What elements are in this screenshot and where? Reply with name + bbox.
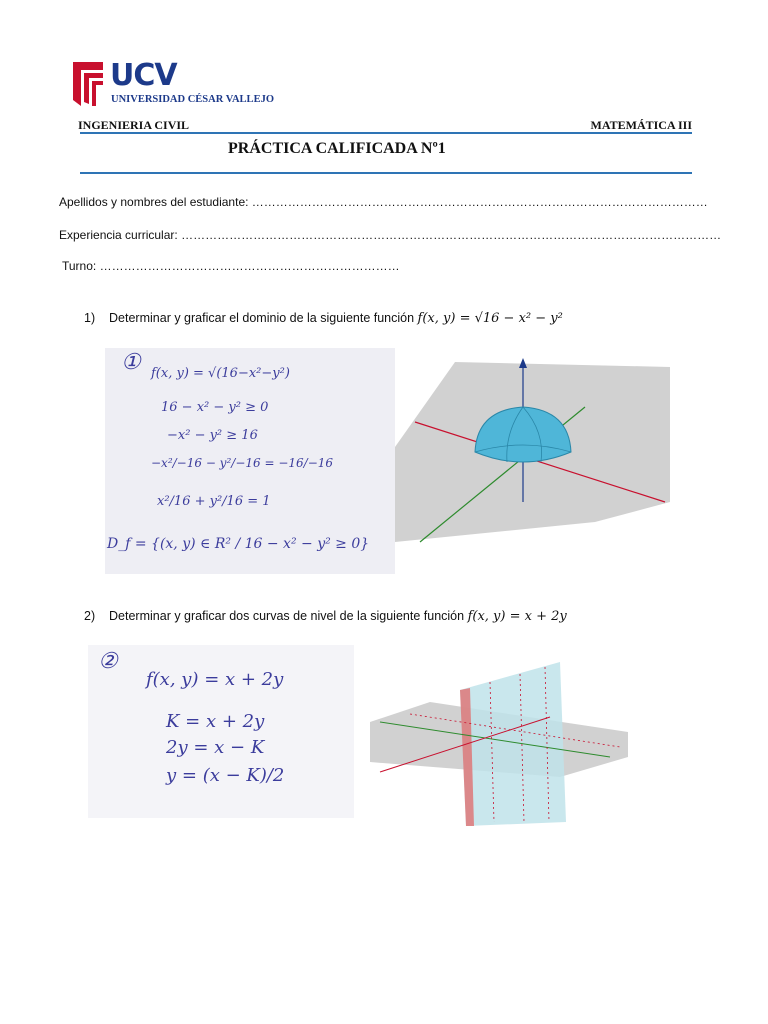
field-dots: ………………………………………………………………………………………………………………………: [181, 228, 722, 242]
question-text: Determinar y graficar dos curvas de nivel de la siguiente función: [109, 609, 465, 623]
hand-line: x²/16 + y²/16 = 1: [157, 494, 271, 509]
student-name-field: [59, 195, 708, 209]
header-rule-top: [80, 132, 692, 134]
field-label: Turno:: [62, 259, 97, 273]
hand-line: f(x, y) = √(16−x²−y²): [151, 366, 290, 381]
hand-line: f(x, y) = x + 2y: [146, 669, 284, 690]
question-1: [84, 311, 563, 326]
ucv-logo-icon: [71, 60, 105, 108]
header-career: INGENIERIA CIVIL: [78, 118, 190, 132]
hand-line: ①: [121, 350, 141, 375]
question-2: [84, 609, 567, 624]
level-curves-graph-svg: [370, 662, 628, 826]
field-label: Apellidos y nombres del estudiante:: [59, 195, 249, 209]
shift-field: [62, 259, 400, 273]
logo-subtitle: UNIVERSIDAD CÉSAR VALLEJO: [111, 94, 274, 105]
question-formula: f(x, y) = √16 − x² − y²: [417, 311, 563, 326]
hand-line: ②: [98, 649, 118, 674]
field-dots: ……………………………………………………………………………………………………: [251, 195, 708, 209]
curricular-field: [59, 228, 721, 242]
handwritten-solution-2: [88, 645, 354, 818]
question-number: 2): [84, 609, 96, 623]
hand-line: K = x + 2y: [166, 711, 265, 732]
header-course: MATEMÁTICA III: [590, 118, 692, 132]
question-formula: f(x, y) = x + 2y: [467, 609, 567, 624]
hand-line: −x²/−16 − y²/−16 = −16/−16: [151, 456, 334, 470]
hemisphere-graph: [395, 352, 675, 548]
hand-line: 16 − x² − y² ≥ 0: [161, 400, 269, 415]
hemisphere-graph-svg: [395, 352, 675, 548]
page-title: PRÁCTICA CALIFICADA Nº1: [228, 140, 446, 157]
level-curves-graph: [370, 662, 628, 826]
hand-line: −x² − y² ≥ 16: [167, 428, 258, 443]
hand-line: 2y = x − K: [166, 737, 265, 758]
field-label: Experiencia curricular:: [59, 228, 178, 242]
logo-text: UCV: [110, 58, 177, 93]
hand-line: D_f = {(x, y) ∈ R² / 16 − x² − y² ≥ 0}: [107, 536, 370, 552]
handwritten-solution-1: [105, 348, 395, 574]
question-number: 1): [84, 311, 96, 325]
header-rule-bottom: [80, 172, 692, 174]
hand-line: y = (x − K)/2: [166, 765, 285, 786]
question-text: Determinar y graficar el dominio de la siguiente función: [109, 311, 415, 325]
field-dots: …………………………………………………………………: [99, 259, 400, 273]
